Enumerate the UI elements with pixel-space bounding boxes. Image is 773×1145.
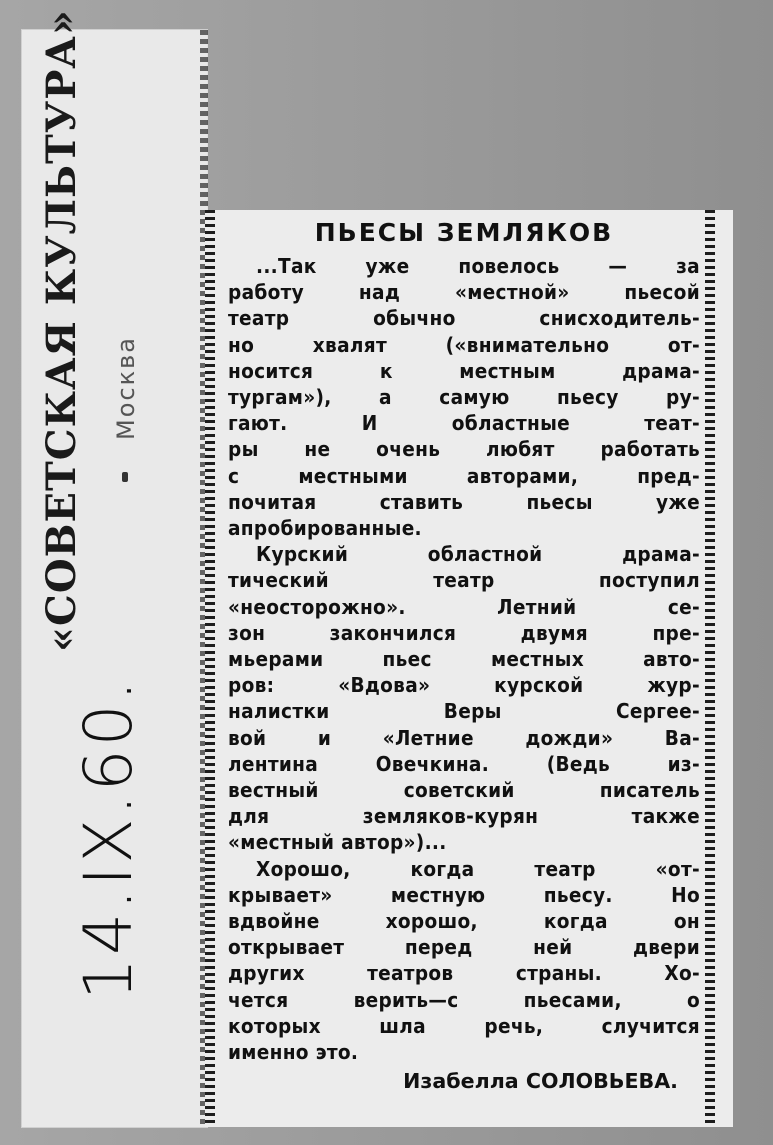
article-signature: Изабелла СОЛОВЬЕВА. <box>403 1069 678 1094</box>
city-stamp: Москва <box>112 336 140 440</box>
article-line: тургам»), а самую пьесу ру- <box>228 385 700 410</box>
clipping-border-right <box>705 210 715 1127</box>
article-line: ров: «Вдова» курской жур- <box>228 673 700 698</box>
article-line: зон закончился двумя пре- <box>228 620 700 645</box>
article-line: которых шла речь, случится <box>228 1013 700 1038</box>
article-line: налистки Веры Сергее- <box>228 699 700 724</box>
article-paragraph <box>228 541 700 855</box>
article-line: почитая ставить пьесы уже <box>228 489 700 514</box>
clipping-border-left <box>205 210 215 1127</box>
article-line: «неосторожно». Летний се- <box>228 594 700 619</box>
article-line: мьерами пьес местных авто- <box>228 647 700 672</box>
article-line: для земляков-курян также <box>228 804 700 829</box>
article-line: ...Так уже повелось — за <box>256 254 700 278</box>
city-stamp-mark <box>122 472 128 482</box>
article-line: вой и «Летние дожди» Ва- <box>228 725 700 750</box>
article-line: открывает перед ней двери <box>228 935 700 960</box>
article-line: носится к местным драма- <box>228 358 700 383</box>
article-line: театр обычно снисходитель- <box>228 306 700 331</box>
article-line: лентина Овечкина. (Ведь из- <box>228 751 700 776</box>
article-line: апробированные. <box>228 516 422 541</box>
article-line: других театров страны. Хо- <box>228 961 700 986</box>
handwritten-date: 14.IX.60. <box>70 677 147 1000</box>
article-paragraph <box>228 253 700 541</box>
article <box>228 218 700 1093</box>
article-paragraph <box>228 856 700 1066</box>
article-line: вестный советский писатель <box>228 778 700 803</box>
article-line: с местными авторами, пред- <box>228 463 700 488</box>
article-line: гают. И областные теат- <box>228 411 700 436</box>
article-line: но хвалят («внимательно от- <box>228 332 700 357</box>
article-line: ры не очень любят работать <box>228 437 700 462</box>
article-line: именно это. <box>228 1040 359 1065</box>
article-line: Хорошо, когда театр «от- <box>256 856 700 881</box>
article-line: «местный автор»)... <box>228 830 447 855</box>
article-title: ПЬЕСЫ ЗЕМЛЯКОВ <box>314 218 614 247</box>
article-line: крывает» местную пьесу. Но <box>228 882 700 907</box>
article-line: тический театр поступил <box>228 568 700 593</box>
article-line: Курский областной драма- <box>256 542 700 567</box>
article-body <box>228 253 700 1065</box>
article-line: вдвойне хорошо, когда он <box>228 909 700 934</box>
article-line: работу над «местной» пьесой <box>228 280 700 305</box>
article-line: чется верить—с пьесами, о <box>228 987 700 1012</box>
newspaper-name: «СОВЕТСКАЯ КУЛЬТУРА» <box>38 9 85 652</box>
